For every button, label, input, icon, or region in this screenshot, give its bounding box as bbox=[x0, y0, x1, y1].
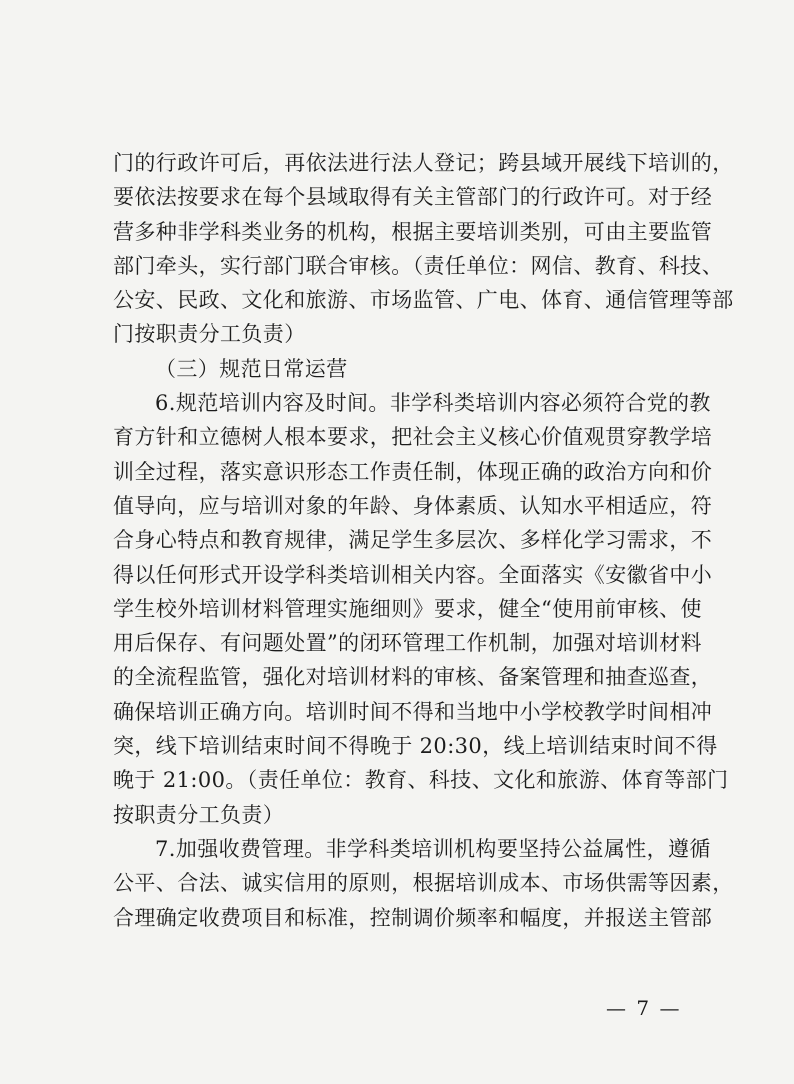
text-line: 晚于 21:00。（责任单位：教育、科技、文化和旅游、体育等部门 bbox=[113, 768, 729, 793]
text-line: 用后保存、有问题处置”的闭环管理工作机制，加强对培训材料 bbox=[113, 631, 702, 656]
text-line: 训全过程，落实意识形态工作责任制，体现正确的政治方向和价 bbox=[113, 459, 713, 484]
text-line: 值导向，应与培训对象的年龄、身体素质、认知水平相适应，符 bbox=[113, 493, 713, 518]
text-line: 合理确定收费项目和标准，控制调价频率和幅度，并报送主管部 bbox=[113, 905, 713, 930]
text-line: 公安、民政、文化和旅游、市场监管、广电、体育、通信管理等部 bbox=[113, 288, 734, 313]
text-line: 育方针和立德树人根本要求，把社会主义核心价值观贯穿教学培 bbox=[113, 425, 713, 450]
text-line: 7.加强收费管理。非学科类培训机构要坚持公益属性，遵循 bbox=[155, 836, 711, 861]
page-number: — 7 — bbox=[606, 996, 682, 1020]
text-line: 营多种非学科类业务的机构，根据主要培训类别，可由主要监管 bbox=[113, 219, 713, 244]
text-line: 得以任何形式开设学科类培训相关内容。全面落实《安徽省中小 bbox=[113, 562, 713, 587]
text-line: 合身心特点和教育规律，满足学生多层次、多样化学习需求，不 bbox=[113, 528, 713, 553]
text-line: 确保培训正确方向。培训时间不得和当地中小学校教学时间相冲 bbox=[113, 699, 713, 724]
text-line: 6.规范培训内容及时间。非学科类培训内容必须符合党的教 bbox=[155, 391, 711, 416]
text-line: 部门牵头，实行部门联合审核。（责任单位：网信、教育、科技、 bbox=[113, 253, 724, 278]
text-line: 的全流程监管，强化对培训材料的审核、备案管理和抽查巡查， bbox=[113, 665, 713, 690]
text-line: 学生校外培训材料管理实施细则》要求，健全“使用前审核、使 bbox=[113, 596, 702, 621]
text-line: 门的行政许可后，再依法进行法人登记；跨县域开展线下培训的， bbox=[113, 151, 734, 175]
text-line: 公平、合法、诚实信用的原则，根据培训成本、市场供需等因素， bbox=[113, 871, 734, 896]
section-heading: （三）规范日常运营 bbox=[155, 356, 348, 381]
text-line: 按职责分工负责） bbox=[113, 802, 285, 827]
text-line: 要依法按要求在每个县域取得有关主管部门的行政许可。对于经 bbox=[113, 185, 713, 210]
body-text bbox=[113, 146, 734, 935]
text-line: 突，线下培训结束时间不得晚于 20:30，线上培训结束时间不得 bbox=[113, 734, 718, 759]
text-line: 门按职责分工负责） bbox=[113, 322, 306, 347]
